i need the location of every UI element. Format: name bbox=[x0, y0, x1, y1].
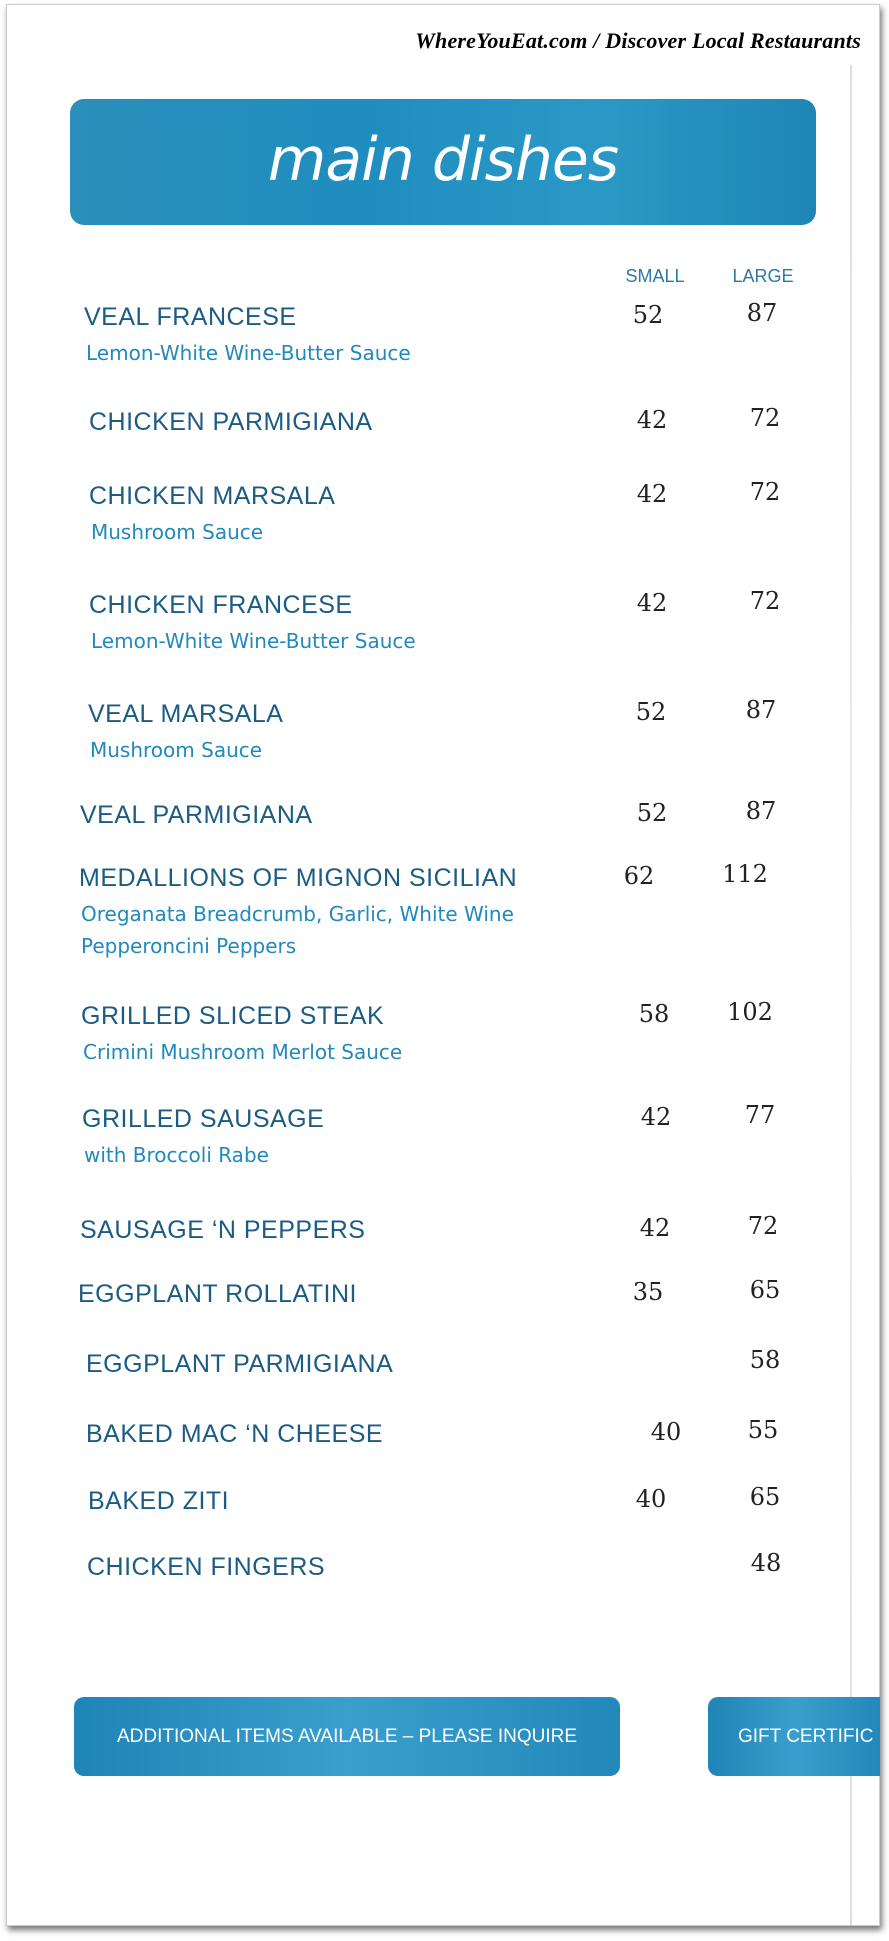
item-name: GRILLED SAUSAGE bbox=[82, 1105, 325, 1133]
price-small: 52 bbox=[636, 799, 668, 827]
section-title: main dishes bbox=[267, 125, 619, 195]
additional-items-text: ADDITIONAL ITEMS AVAILABLE – PLEASE INQUIRE bbox=[116, 1725, 578, 1747]
item-name: VEAL PARMIGIANA bbox=[80, 801, 313, 829]
item-description: Lemon-White Wine-Butter Sauce bbox=[91, 629, 416, 653]
price-large: 102 bbox=[727, 998, 773, 1026]
price-large: 87 bbox=[746, 299, 778, 327]
price-small: 35 bbox=[632, 1278, 664, 1306]
item-description: Mushroom Sauce bbox=[90, 738, 263, 762]
item-description: Crimini Mushroom Merlot Sauce bbox=[83, 1040, 403, 1064]
item-name: SAUSAGE ‘N PEPPERS bbox=[80, 1216, 366, 1244]
price-large: 55 bbox=[747, 1416, 779, 1444]
price-large: 77 bbox=[744, 1101, 776, 1129]
price-small: 42 bbox=[639, 1214, 671, 1242]
item-description: Pepperoncini Peppers bbox=[81, 934, 297, 958]
price-large: 65 bbox=[749, 1483, 781, 1511]
site-caption: WhereYouEat.com / Discover Local Restaurants bbox=[415, 28, 861, 53]
price-small: 42 bbox=[640, 1103, 672, 1131]
item-name: GRILLED SLICED STEAK bbox=[81, 1002, 385, 1030]
item-description: Mushroom Sauce bbox=[91, 520, 264, 544]
price-large: 112 bbox=[722, 860, 768, 888]
price-small: 42 bbox=[636, 406, 668, 434]
item-name: VEAL FRANCESE bbox=[84, 303, 297, 331]
price-large: 48 bbox=[750, 1549, 782, 1577]
item-description: with Broccoli Rabe bbox=[84, 1143, 269, 1167]
column-header-large: LARGE bbox=[732, 266, 794, 286]
page-fold bbox=[850, 65, 852, 1925]
item-name: BAKED MAC ‘N CHEESE bbox=[86, 1420, 384, 1448]
price-small: 58 bbox=[638, 1000, 670, 1028]
item-name: CHICKEN FINGERS bbox=[87, 1553, 326, 1581]
additional-items-banner bbox=[74, 1697, 620, 1776]
price-small: 40 bbox=[635, 1485, 667, 1513]
item-name: EGGPLANT PARMIGIANA bbox=[86, 1350, 394, 1378]
item-name: CHICKEN PARMIGIANA bbox=[89, 408, 373, 436]
item-description: Lemon-White Wine-Butter Sauce bbox=[86, 341, 411, 365]
price-large: 65 bbox=[749, 1276, 781, 1304]
column-header-small: SMALL bbox=[625, 266, 685, 286]
item-name: MEDALLIONS OF MIGNON SICILIAN bbox=[79, 864, 518, 892]
item-name: CHICKEN FRANCESE bbox=[89, 591, 353, 619]
price-small: 40 bbox=[650, 1418, 682, 1446]
price-large: 87 bbox=[745, 797, 777, 825]
price-large: 87 bbox=[745, 696, 777, 724]
price-large: 72 bbox=[747, 1212, 779, 1240]
price-large: 72 bbox=[749, 587, 781, 615]
price-small: 52 bbox=[635, 698, 667, 726]
menu-page bbox=[6, 4, 880, 1926]
price-small: 42 bbox=[636, 480, 668, 508]
price-small: 52 bbox=[632, 301, 664, 329]
item-name: BAKED ZITI bbox=[88, 1487, 230, 1515]
section-banner bbox=[70, 99, 816, 225]
price-large: 72 bbox=[749, 478, 781, 506]
price-small: 42 bbox=[636, 589, 668, 617]
item-name: VEAL MARSALA bbox=[88, 700, 284, 728]
price-small: 62 bbox=[623, 862, 655, 890]
item-description: Oreganata Breadcrumb, Garlic, White Wine bbox=[81, 902, 514, 926]
item-name: CHICKEN MARSALA bbox=[89, 482, 336, 510]
gift-certificate-text: GIFT CERTIFIC bbox=[738, 1725, 874, 1747]
item-name: EGGPLANT ROLLATINI bbox=[78, 1280, 357, 1308]
price-large: 72 bbox=[749, 404, 781, 432]
gift-certificate-banner bbox=[708, 1697, 880, 1776]
price-large: 58 bbox=[749, 1346, 781, 1374]
